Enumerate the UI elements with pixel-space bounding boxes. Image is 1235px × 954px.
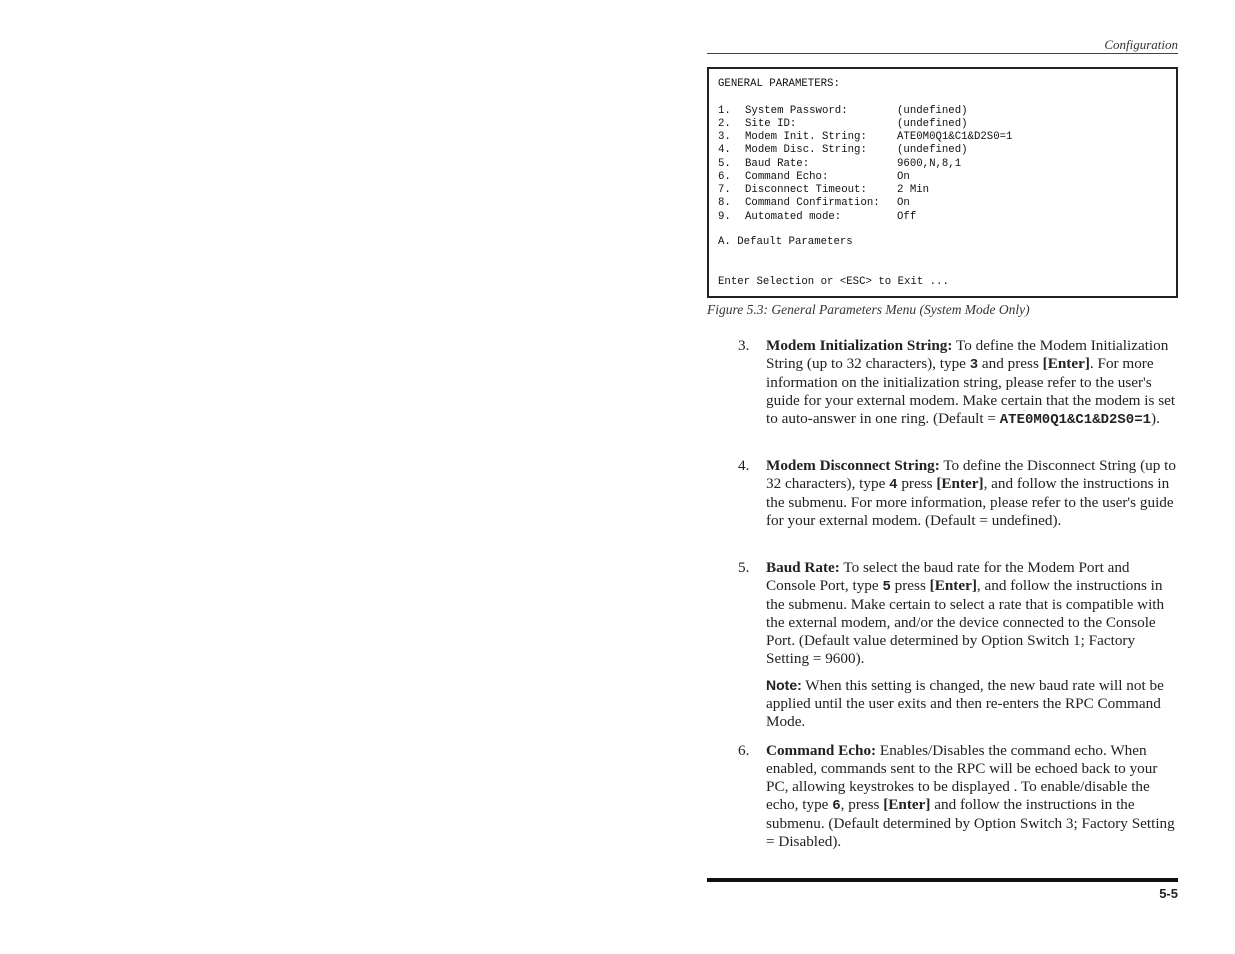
note-block — [766, 676, 1166, 731]
key-text: 3 — [969, 357, 979, 373]
terminal-row-number: 5. — [718, 158, 731, 170]
item-text: To define the Modem Initialization String (up to 32 characters), type — [766, 337, 1169, 372]
terminal-row-label: Modem Disc. String: — [745, 144, 867, 156]
key-text: [Enter] — [929, 577, 977, 594]
terminal-row-number: 6. — [718, 171, 731, 183]
item-text: To select the baud rate for the Modem Port and Console Port, type — [766, 559, 1130, 594]
terminal-row-label: Automated mode: — [745, 211, 842, 223]
terminal-row — [718, 118, 968, 131]
default-value: ATE0M0Q1&C1&D2S0=1 — [999, 412, 1152, 428]
note-label: Note: — [766, 677, 802, 693]
terminal-row — [718, 184, 930, 197]
item-text: press — [897, 475, 937, 492]
terminal-row-label: Modem Init. String: — [745, 131, 867, 143]
terminal-row-label: Disconnect Timeout: — [745, 184, 867, 196]
terminal-row-number: 4. — [718, 144, 731, 156]
terminal-row-number: 2. — [718, 118, 731, 130]
item-text: press — [890, 577, 930, 594]
key-text: 6 — [832, 798, 841, 814]
terminal-row — [718, 131, 1013, 144]
page-header-title: Configuration — [1104, 37, 1178, 52]
item-heading: Baud Rate: — [766, 559, 840, 576]
terminal-row — [718, 211, 917, 224]
terminal-row-label: Baud Rate: — [745, 158, 810, 170]
note-text: When this setting is changed, the new baud rate will not be applied until the user exits and then re-enters the RPC Command Mode. — [766, 677, 1164, 730]
list-item-body — [766, 457, 1178, 530]
terminal-row — [718, 144, 968, 157]
list-item-body — [766, 337, 1178, 429]
footer-rule — [707, 878, 1178, 882]
terminal-row-label: System Password: — [745, 105, 848, 117]
terminal-row — [718, 197, 910, 210]
item-heading: Command Echo: — [766, 742, 877, 759]
terminal-row-value: Off — [897, 211, 917, 223]
item-heading: Modem Initialization String: — [766, 337, 953, 354]
key-text: 4 — [889, 477, 898, 493]
terminal-row-value: (undefined) — [897, 105, 968, 117]
list-item-number: 6. — [738, 742, 750, 759]
item-text: To define the Disconnect String (up to 32 characters), type — [766, 457, 1176, 492]
terminal-row-value: On — [897, 197, 910, 209]
key-text: 5 — [882, 579, 891, 595]
list-item-number: 5. — [738, 559, 750, 576]
item-heading: Modem Disconnect String: — [766, 457, 940, 474]
terminal-row-number: 7. — [718, 184, 731, 196]
terminal-row-value: (undefined) — [897, 118, 968, 130]
terminal-row — [718, 158, 962, 171]
terminal-screen — [707, 67, 1178, 298]
item-text: and press — [978, 355, 1043, 372]
terminal-row — [718, 171, 910, 184]
item-text: Enables/Disables the command echo. When enabled, commands sent to the RPC will be echoed back to your PC, allowing keystrokes to be displayed . To enable/disable the echo, type — [766, 742, 1158, 813]
item-text: ). — [1151, 410, 1160, 427]
terminal-default-option: A. Default Parameters — [718, 236, 853, 248]
key-text: [Enter] — [936, 475, 984, 492]
terminal-row-value: (undefined) — [897, 144, 968, 156]
terminal-prompt: Enter Selection or <ESC> to Exit ... — [718, 276, 949, 288]
terminal-row-number: 3. — [718, 131, 731, 143]
terminal-row-label: Command Confirmation: — [745, 197, 880, 209]
item-text: and follow the instructions in the submenu. (Default determined by Option Switch 3; Factory Setting = Disabled). — [766, 796, 1175, 850]
terminal-row-label: Site ID: — [745, 118, 797, 130]
item-text: , and follow the instructions in the submenu. Make certain to select a rate that is compatible with the external modem, and/or the device connected to the Console Port. (Default value determined by Option Switch 1; Factory Setting = 9600). — [766, 577, 1165, 667]
list-item-number: 4. — [738, 457, 750, 474]
item-text: . For more information on the initialization string, please refer to the user's guide for your external modem. Make certain that the modem is set to auto-answer in one ring. (Default = — [766, 355, 1176, 427]
terminal-title: GENERAL PARAMETERS: — [718, 78, 840, 90]
terminal-row-value: On — [897, 171, 910, 183]
terminal-row-value: 2 Min — [897, 184, 930, 196]
list-item-body — [766, 559, 1178, 668]
terminal-row — [718, 105, 968, 118]
key-text: [Enter] — [883, 796, 931, 813]
terminal-row-number: 9. — [718, 211, 731, 223]
terminal-row-value: ATE0M0Q1&C1&D2S0=1 — [897, 131, 1013, 143]
figure-caption: Figure 5.3: General Parameters Menu (System Mode Only) — [707, 302, 1030, 317]
key-text: [Enter] — [1042, 355, 1090, 372]
item-text: , and follow the instructions in the submenu. For more information, please refer to the user's guide for your external modem. (Default = undefined). — [766, 475, 1174, 529]
terminal-row-value: 9600,N,8,1 — [897, 158, 962, 170]
terminal-row-number: 8. — [718, 197, 731, 209]
terminal-row-label: Command Echo: — [745, 171, 829, 183]
header-rule — [707, 53, 1178, 54]
list-item-number: 3. — [738, 337, 750, 354]
page-number: 5-5 — [1159, 886, 1178, 901]
terminal-row-number: 1. — [718, 105, 731, 117]
item-text: , press — [840, 796, 884, 813]
list-item-body — [766, 742, 1178, 851]
